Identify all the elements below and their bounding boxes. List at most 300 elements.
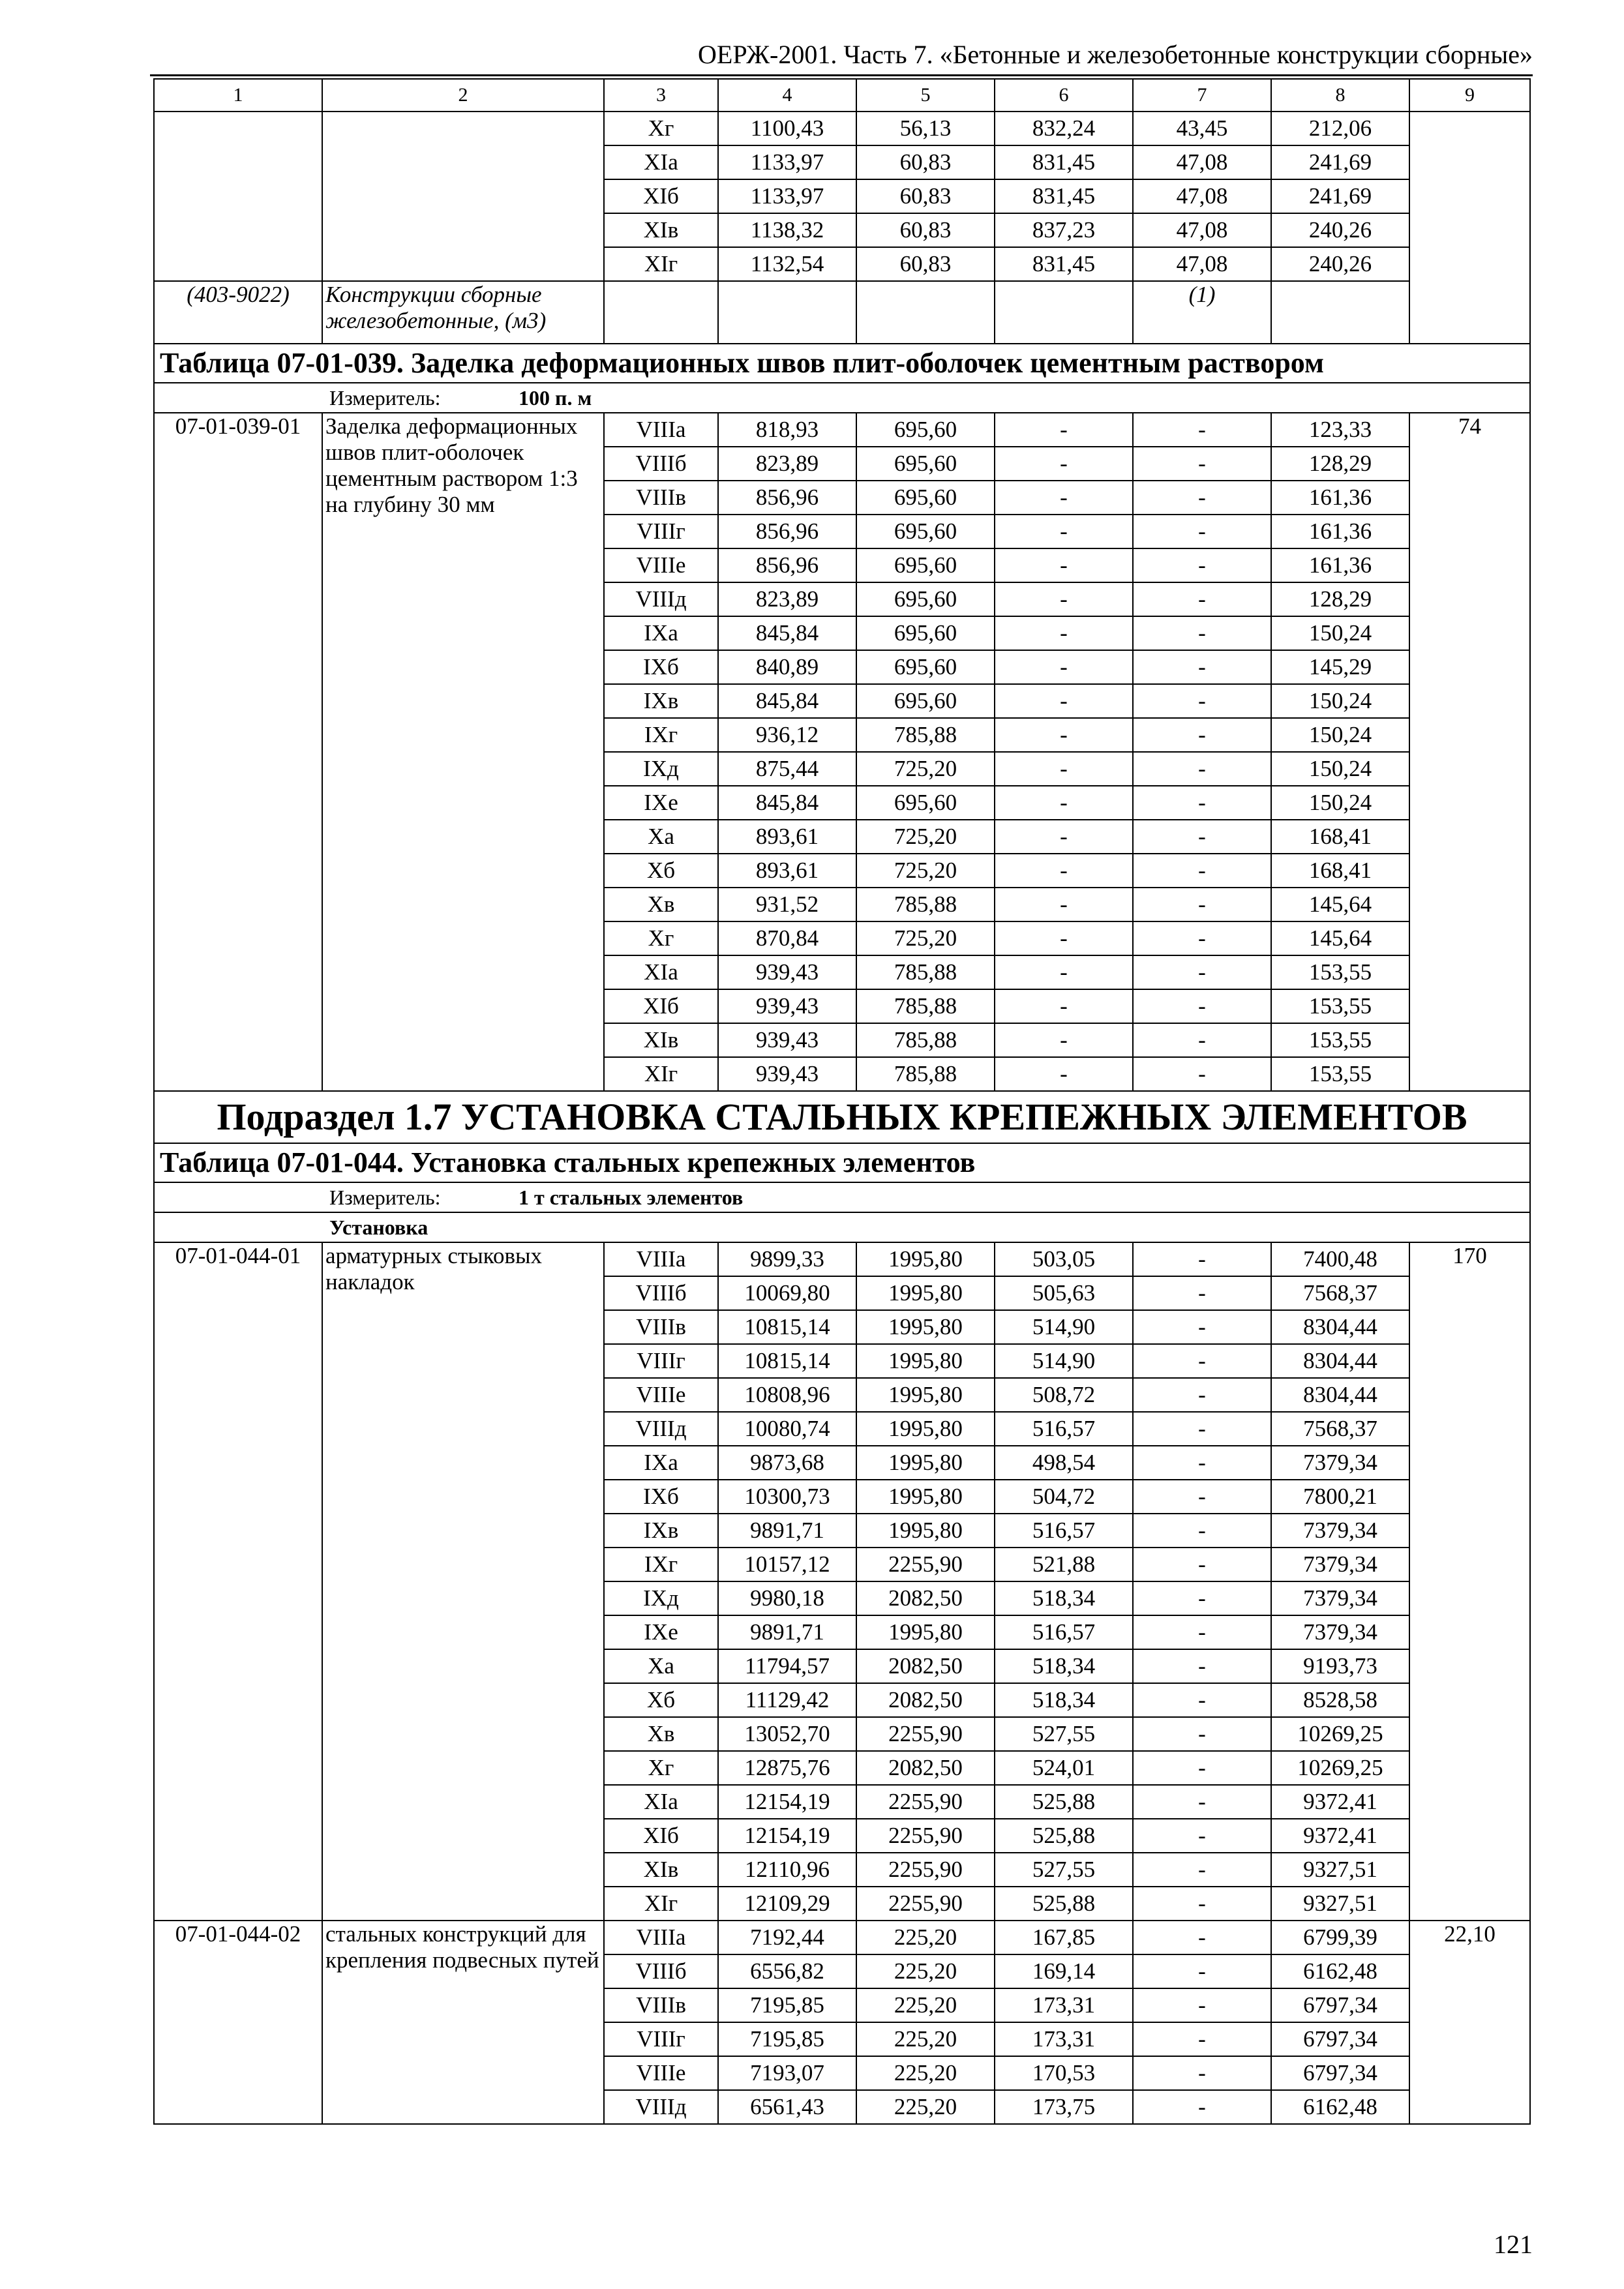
meter-label: Измеритель: — [329, 1186, 441, 1209]
materials-cell: 168,41 — [1271, 854, 1409, 888]
meter-label: Измеритель: — [329, 386, 441, 410]
wages-cell: 225,20 — [856, 2056, 995, 2090]
total-cost-cell: 856,96 — [718, 515, 856, 548]
machines-cell: - — [995, 1023, 1133, 1057]
column-number: 8 — [1271, 79, 1409, 112]
materials-cell: 153,55 — [1271, 989, 1409, 1023]
machinist-wages-cell: - — [1133, 481, 1271, 515]
region-cell: IXд — [604, 1581, 718, 1615]
region-cell: VIIIа — [604, 1242, 718, 1276]
materials-cell: 241,69 — [1271, 145, 1409, 179]
description-cell: Заделка деформационных швов плит-оболочек цементным раствором 1:3 на глубину 30 мм — [322, 413, 604, 1091]
machines-cell: - — [995, 854, 1133, 888]
total-cost-cell: 1132,54 — [718, 247, 856, 281]
materials-cell: 7568,37 — [1271, 1412, 1409, 1446]
total-cost-cell: 10815,14 — [718, 1344, 856, 1378]
machinist-wages-cell: - — [1133, 1785, 1271, 1819]
machinist-wages-cell: - — [1133, 955, 1271, 989]
table-title-row — [154, 344, 1530, 383]
materials-cell: 8304,44 — [1271, 1378, 1409, 1412]
region-cell: XIб — [604, 1819, 718, 1853]
region-cell: VIIIг — [604, 2022, 718, 2056]
total-cost-cell: 7193,07 — [718, 2056, 856, 2090]
machinist-wages-cell: - — [1133, 1887, 1271, 1921]
wages-cell: 1995,80 — [856, 1276, 995, 1310]
total-cost-cell: 939,43 — [718, 989, 856, 1023]
wages-cell: 2255,90 — [856, 1819, 995, 1853]
wages-cell: 2082,50 — [856, 1683, 995, 1717]
meter-cell — [154, 1182, 1530, 1212]
column-number: 7 — [1133, 79, 1271, 112]
machines-cell: 516,57 — [995, 1615, 1133, 1649]
materials-cell: 168,41 — [1271, 820, 1409, 854]
wages-cell: 695,60 — [856, 447, 995, 481]
wages-cell: 785,88 — [856, 1057, 995, 1091]
region-cell: IXе — [604, 1615, 718, 1649]
machinist-wages-cell: 47,08 — [1133, 179, 1271, 213]
machines-cell: - — [995, 650, 1133, 684]
wages-cell: 785,88 — [856, 718, 995, 752]
table-row — [154, 413, 1530, 447]
total-cost-cell: 840,89 — [718, 650, 856, 684]
materials-cell: 9372,41 — [1271, 1819, 1409, 1853]
materials-cell: 123,33 — [1271, 413, 1409, 447]
machinist-wages-cell: - — [1133, 1514, 1271, 1548]
description-cell: арматурных стыковых накладок — [322, 1242, 604, 1921]
column-number: 3 — [604, 79, 718, 112]
total-cost-cell: 11129,42 — [718, 1683, 856, 1717]
machinist-wages-cell: - — [1133, 650, 1271, 684]
materials-cell: 6797,34 — [1271, 2056, 1409, 2090]
region-cell: XIа — [604, 955, 718, 989]
machines-cell: 173,31 — [995, 1988, 1133, 2022]
materials-cell: 6797,34 — [1271, 2022, 1409, 2056]
machinist-wages-cell: - — [1133, 2056, 1271, 2090]
norm-cell: 74 — [1409, 413, 1530, 1091]
wages-cell: 695,60 — [856, 548, 995, 582]
materials-cell: 6162,48 — [1271, 2090, 1409, 2124]
total-cost-cell: 9980,18 — [718, 1581, 856, 1615]
machines-cell: 527,55 — [995, 1717, 1133, 1751]
materials-cell: 7379,34 — [1271, 1548, 1409, 1581]
wages-cell: 725,20 — [856, 921, 995, 955]
machinist-wages-cell: - — [1133, 548, 1271, 582]
region-cell: XIа — [604, 1785, 718, 1819]
region-cell: Xа — [604, 820, 718, 854]
machinist-wages-cell: - — [1133, 1853, 1271, 1887]
wages-cell: 2255,90 — [856, 1548, 995, 1581]
machines-cell: - — [995, 955, 1133, 989]
machines-cell: - — [995, 684, 1133, 718]
total-cost-cell: 856,96 — [718, 481, 856, 515]
machines-cell: 514,90 — [995, 1344, 1133, 1378]
machinist-wages-cell: - — [1133, 1751, 1271, 1785]
region-cell: Xб — [604, 854, 718, 888]
machines-cell: - — [995, 582, 1133, 616]
region-cell: XIб — [604, 179, 718, 213]
wages-cell: 725,20 — [856, 752, 995, 786]
total-cost-cell: 12875,76 — [718, 1751, 856, 1785]
region-cell: VIIIд — [604, 2090, 718, 2124]
machines-cell: 524,01 — [995, 1751, 1133, 1785]
machines-cell: - — [995, 989, 1133, 1023]
materials-cell: 9193,73 — [1271, 1649, 1409, 1683]
wages-cell: 785,88 — [856, 1023, 995, 1057]
machines-cell: - — [995, 616, 1133, 650]
wages-cell: 2255,90 — [856, 1717, 995, 1751]
materials-cell: 145,64 — [1271, 921, 1409, 955]
machinist-wages-cell: - — [1133, 1649, 1271, 1683]
machinist-wages-cell: - — [1133, 1683, 1271, 1717]
machinist-wages-cell: - — [1133, 1344, 1271, 1378]
machinist-wages-cell: - — [1133, 1548, 1271, 1581]
machinist-wages-cell: - — [1133, 989, 1271, 1023]
machines-cell: 837,23 — [995, 213, 1133, 247]
machines-cell: - — [995, 481, 1133, 515]
rates-table-body — [154, 79, 1530, 2124]
machines-cell: - — [995, 786, 1133, 820]
machinist-wages-cell: - — [1133, 921, 1271, 955]
materials-cell: 128,29 — [1271, 582, 1409, 616]
materials-cell: 6797,34 — [1271, 1988, 1409, 2022]
region-cell: VIIIв — [604, 481, 718, 515]
wages-cell: 1995,80 — [856, 1480, 995, 1514]
machines-cell: 503,05 — [995, 1242, 1133, 1276]
region-cell: XIа — [604, 145, 718, 179]
wages-cell: 225,20 — [856, 2022, 995, 2056]
materials-cell: 161,36 — [1271, 481, 1409, 515]
wages-cell: 695,60 — [856, 515, 995, 548]
total-cost-cell: 9891,71 — [718, 1615, 856, 1649]
column-number: 2 — [322, 79, 604, 112]
machines-cell: 518,34 — [995, 1649, 1133, 1683]
machines-cell: - — [995, 718, 1133, 752]
wages-cell: 1995,80 — [856, 1412, 995, 1446]
wages-cell: 695,60 — [856, 786, 995, 820]
wages-cell: 1995,80 — [856, 1310, 995, 1344]
machines-cell: 527,55 — [995, 1853, 1133, 1887]
column-number: 1 — [154, 79, 322, 112]
machinist-wages-cell: - — [1133, 718, 1271, 752]
machinist-wages-cell: - — [1133, 1276, 1271, 1310]
materials-cell: 7379,34 — [1271, 1615, 1409, 1649]
total-cost-cell: 939,43 — [718, 1023, 856, 1057]
machinist-wages-cell: - — [1133, 1446, 1271, 1480]
machines-cell: 516,57 — [995, 1514, 1133, 1548]
region-cell: XIг — [604, 247, 718, 281]
machines-cell: 525,88 — [995, 1785, 1133, 1819]
install-label-row — [154, 1212, 1530, 1242]
materials-cell: 6162,48 — [1271, 1954, 1409, 1988]
total-cost-cell: 1133,97 — [718, 145, 856, 179]
wages-cell: 695,60 — [856, 684, 995, 718]
machines-cell: 518,34 — [995, 1581, 1133, 1615]
region-cell: XIв — [604, 1023, 718, 1057]
total-cost-cell: 870,84 — [718, 921, 856, 955]
total-cost-cell: 13052,70 — [718, 1717, 856, 1751]
materials-cell: 241,69 — [1271, 179, 1409, 213]
region-cell: VIIIд — [604, 1412, 718, 1446]
materials-cell: 8528,58 — [1271, 1683, 1409, 1717]
total-cost-cell: 12109,29 — [718, 1887, 856, 1921]
column-number: 9 — [1409, 79, 1530, 112]
total-cost-cell: 856,96 — [718, 548, 856, 582]
region-cell: IXб — [604, 1480, 718, 1514]
machinist-wages-cell: - — [1133, 413, 1271, 447]
machinist-wages-cell: - — [1133, 1378, 1271, 1412]
total-cost-cell: 823,89 — [718, 582, 856, 616]
machinist-wages-cell: - — [1133, 447, 1271, 481]
wages-cell: 2255,90 — [856, 1887, 995, 1921]
code-cell: 07-01-044-01 — [154, 1242, 322, 1921]
total-cost-cell: 7192,44 — [718, 1921, 856, 1954]
machines-cell: - — [995, 447, 1133, 481]
total-cost-cell: 931,52 — [718, 888, 856, 921]
resource-qty: (1) — [1133, 281, 1271, 344]
machines-cell: 514,90 — [995, 1310, 1133, 1344]
materials-cell: 10269,25 — [1271, 1717, 1409, 1751]
materials-cell: 150,24 — [1271, 786, 1409, 820]
materials-cell: 8304,44 — [1271, 1310, 1409, 1344]
machinist-wages-cell: - — [1133, 1988, 1271, 2022]
total-cost-cell: 939,43 — [718, 1057, 856, 1091]
materials-cell: 240,26 — [1271, 213, 1409, 247]
materials-cell: 9327,51 — [1271, 1887, 1409, 1921]
region-cell: VIIIб — [604, 1954, 718, 1988]
total-cost-cell: 9891,71 — [718, 1514, 856, 1548]
wages-cell: 225,20 — [856, 1988, 995, 2022]
total-cost-cell: 818,93 — [718, 413, 856, 447]
meter-row — [154, 1182, 1530, 1212]
wages-cell: 2082,50 — [856, 1751, 995, 1785]
subsection-title: Подраздел 1.7 УСТАНОВКА СТАЛЬНЫХ КРЕПЕЖНЫХ ЭЛЕМЕНТОВ — [154, 1091, 1530, 1143]
machinist-wages-cell: - — [1133, 2022, 1271, 2056]
description-cell: стальных конструкций для крепления подвесных путей — [322, 1921, 604, 2124]
total-cost-cell: 6556,82 — [718, 1954, 856, 1988]
region-cell: Xа — [604, 1649, 718, 1683]
machinist-wages-cell: - — [1133, 1480, 1271, 1514]
meter-value: 1 т стальных элементов — [519, 1186, 744, 1209]
table-title-row — [154, 1143, 1530, 1182]
region-cell: IXв — [604, 1514, 718, 1548]
region-cell: Xг — [604, 112, 718, 145]
machines-cell: - — [995, 921, 1133, 955]
region-cell: IXд — [604, 752, 718, 786]
code-cell: 07-01-039-01 — [154, 413, 322, 1091]
install-label: Установка — [154, 1212, 1530, 1242]
materials-cell: 7400,48 — [1271, 1242, 1409, 1276]
machines-cell: 521,88 — [995, 1548, 1133, 1581]
machines-cell: 831,45 — [995, 145, 1133, 179]
column-number-row — [154, 79, 1530, 112]
machinist-wages-cell: - — [1133, 888, 1271, 921]
materials-cell: 150,24 — [1271, 752, 1409, 786]
region-cell: IXа — [604, 616, 718, 650]
wages-cell: 60,83 — [856, 247, 995, 281]
region-cell: VIIIг — [604, 1344, 718, 1378]
total-cost-cell: 10808,96 — [718, 1378, 856, 1412]
norm-cell — [1409, 112, 1530, 344]
table-title: Таблица 07-01-044. Установка стальных крепежных элементов — [154, 1143, 1530, 1182]
region-cell: VIIIв — [604, 1988, 718, 2022]
machines-cell: - — [995, 820, 1133, 854]
machinist-wages-cell: 47,08 — [1133, 247, 1271, 281]
total-cost-cell: 7195,85 — [718, 1988, 856, 2022]
total-cost-cell: 845,84 — [718, 684, 856, 718]
wages-cell: 695,60 — [856, 481, 995, 515]
norm-cell: 22,10 — [1409, 1921, 1530, 2124]
region-cell: Xг — [604, 1751, 718, 1785]
wages-cell: 725,20 — [856, 854, 995, 888]
column-number: 5 — [856, 79, 995, 112]
materials-cell: 145,64 — [1271, 888, 1409, 921]
materials-cell: 7379,34 — [1271, 1446, 1409, 1480]
region-cell: IXе — [604, 786, 718, 820]
column-number: 6 — [995, 79, 1133, 112]
materials-cell: 150,24 — [1271, 616, 1409, 650]
machines-cell: 505,63 — [995, 1276, 1133, 1310]
norm-cell: 170 — [1409, 1242, 1530, 1921]
wages-cell: 2255,90 — [856, 1853, 995, 1887]
total-cost-cell: 845,84 — [718, 616, 856, 650]
region-cell: XIг — [604, 1057, 718, 1091]
region-cell: IXг — [604, 718, 718, 752]
machinist-wages-cell: - — [1133, 752, 1271, 786]
code-cell: 07-01-044-02 — [154, 1921, 322, 2124]
region-cell: XIб — [604, 989, 718, 1023]
resource-row — [154, 281, 1530, 344]
region-cell: XIг — [604, 1887, 718, 1921]
region-cell: Xб — [604, 1683, 718, 1717]
column-number: 4 — [718, 79, 856, 112]
machinist-wages-cell: - — [1133, 1023, 1271, 1057]
region-cell: IXб — [604, 650, 718, 684]
running-header: ОЕРЖ-2001. Часть 7. «Бетонные и железобетонные конструкции сборные» — [698, 40, 1533, 69]
total-cost-cell: 10069,80 — [718, 1276, 856, 1310]
region-cell: VIIIд — [604, 582, 718, 616]
meter-cell — [154, 383, 1530, 413]
machines-cell: 525,88 — [995, 1819, 1133, 1853]
machines-cell: 518,34 — [995, 1683, 1133, 1717]
total-cost-cell: 939,43 — [718, 955, 856, 989]
wages-cell: 225,20 — [856, 1954, 995, 1988]
wages-cell: 785,88 — [856, 989, 995, 1023]
region-cell: Xв — [604, 1717, 718, 1751]
wages-cell: 60,83 — [856, 145, 995, 179]
materials-cell: 7568,37 — [1271, 1276, 1409, 1310]
machines-cell: 832,24 — [995, 112, 1133, 145]
machinist-wages-cell: - — [1133, 1581, 1271, 1615]
machines-cell: - — [995, 888, 1133, 921]
page-number: 121 — [1494, 2230, 1533, 2259]
wages-cell: 695,60 — [856, 616, 995, 650]
machines-cell: - — [995, 548, 1133, 582]
total-cost-cell: 10300,73 — [718, 1480, 856, 1514]
machines-cell: 498,54 — [995, 1446, 1133, 1480]
machines-cell: - — [995, 413, 1133, 447]
wages-cell: 1995,80 — [856, 1615, 995, 1649]
wages-cell: 1995,80 — [856, 1344, 995, 1378]
wages-cell: 785,88 — [856, 955, 995, 989]
total-cost-cell: 9873,68 — [718, 1446, 856, 1480]
machinist-wages-cell: - — [1133, 1954, 1271, 1988]
machines-cell: 508,72 — [995, 1378, 1133, 1412]
machines-cell: 525,88 — [995, 1887, 1133, 1921]
total-cost-cell: 12154,19 — [718, 1819, 856, 1853]
empty-cell — [856, 281, 995, 344]
machines-cell: - — [995, 1057, 1133, 1091]
region-cell: VIIIа — [604, 1921, 718, 1954]
machinist-wages-cell: 47,08 — [1133, 145, 1271, 179]
wages-cell: 1995,80 — [856, 1514, 995, 1548]
wages-cell: 2082,50 — [856, 1649, 995, 1683]
machinist-wages-cell: - — [1133, 515, 1271, 548]
wages-cell: 60,83 — [856, 179, 995, 213]
machinist-wages-cell: - — [1133, 684, 1271, 718]
machines-cell: 167,85 — [995, 1921, 1133, 1954]
materials-cell: 240,26 — [1271, 247, 1409, 281]
header-rule — [150, 74, 1533, 76]
materials-cell: 10269,25 — [1271, 1751, 1409, 1785]
total-cost-cell: 823,89 — [718, 447, 856, 481]
materials-cell: 9327,51 — [1271, 1853, 1409, 1887]
materials-cell: 161,36 — [1271, 515, 1409, 548]
materials-cell: 153,55 — [1271, 1023, 1409, 1057]
machinist-wages-cell: - — [1133, 1242, 1271, 1276]
machines-cell: 170,53 — [995, 2056, 1133, 2090]
wages-cell: 695,60 — [856, 582, 995, 616]
wages-cell: 60,83 — [856, 213, 995, 247]
resource-code: (403-9022) — [154, 281, 322, 344]
machines-cell: 504,72 — [995, 1480, 1133, 1514]
total-cost-cell: 845,84 — [718, 786, 856, 820]
materials-cell: 145,29 — [1271, 650, 1409, 684]
description-cell — [322, 112, 604, 281]
region-cell: Xв — [604, 888, 718, 921]
machines-cell: 173,75 — [995, 2090, 1133, 2124]
machinist-wages-cell: - — [1133, 786, 1271, 820]
machines-cell: 516,57 — [995, 1412, 1133, 1446]
region-cell: VIIIа — [604, 413, 718, 447]
materials-cell: 7379,34 — [1271, 1581, 1409, 1615]
machinist-wages-cell: - — [1133, 820, 1271, 854]
region-cell: VIIIг — [604, 515, 718, 548]
region-cell: VIIIб — [604, 447, 718, 481]
materials-cell: 8304,44 — [1271, 1344, 1409, 1378]
machinist-wages-cell: - — [1133, 1717, 1271, 1751]
total-cost-cell: 12154,19 — [718, 1785, 856, 1819]
total-cost-cell: 10815,14 — [718, 1310, 856, 1344]
region-cell: XIв — [604, 1853, 718, 1887]
total-cost-cell: 11794,57 — [718, 1649, 856, 1683]
machinist-wages-cell: - — [1133, 854, 1271, 888]
machinist-wages-cell: - — [1133, 2090, 1271, 2124]
machinist-wages-cell: - — [1133, 582, 1271, 616]
region-cell: Xг — [604, 921, 718, 955]
materials-cell: 7379,34 — [1271, 1514, 1409, 1548]
empty-cell — [995, 281, 1133, 344]
region-cell: IXв — [604, 684, 718, 718]
total-cost-cell: 1138,32 — [718, 213, 856, 247]
machinist-wages-cell: - — [1133, 1057, 1271, 1091]
table-title: Таблица 07-01-039. Заделка деформационных швов плит-оболочек цементным раствором — [154, 344, 1530, 383]
materials-cell: 153,55 — [1271, 1057, 1409, 1091]
machines-cell: - — [995, 515, 1133, 548]
wages-cell: 1995,80 — [856, 1242, 995, 1276]
total-cost-cell: 12110,96 — [718, 1853, 856, 1887]
wages-cell: 1995,80 — [856, 1446, 995, 1480]
wages-cell: 1995,80 — [856, 1378, 995, 1412]
